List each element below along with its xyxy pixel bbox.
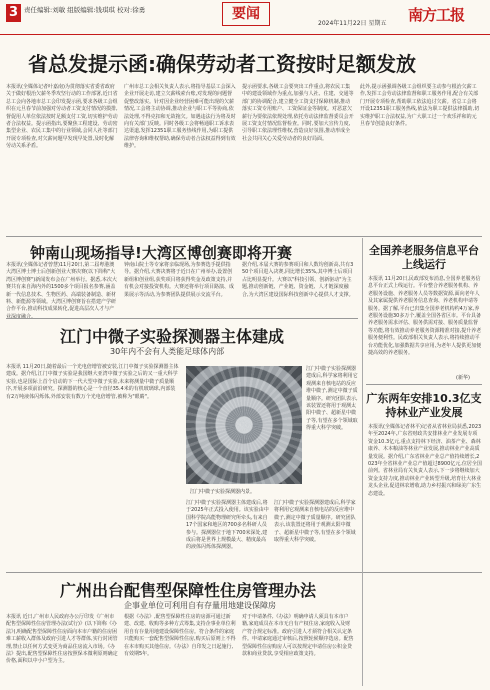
article1-headline: 省总发提示函:确保劳动者工资按时足额发放 bbox=[28, 52, 416, 76]
article4-col3: 对于申请条件,《办法》明确申请人须具有本市户籍,家庭成员在本市无自有产权住房,家庭收入及财产符合规定标准。政府引进人才须符合相关认定条件。申请家庭通过审核后,按照轮候顺序选房。配售型保障性住房购房人可以按规定申请住房公积金贷款和商业贷款,享受相应政策支持。 bbox=[242, 614, 354, 658]
article3-col3-top: 江门中微子实验探测器建成后,科学家将利用它观测来自核电站的反应堆中微子,测定中微子质量顺序。研究团队表示,该装置还将用于观测太阳中微子、超新星中微子等,有望在多个领域取得重大科学突破。 bbox=[306, 366, 358, 432]
photo-caption: 江门中微子实验探测器内景。 bbox=[190, 489, 256, 495]
editor-line: 责任编辑:刘敏 组版编辑:钱琪琪 校对:徐勇 bbox=[24, 6, 146, 14]
article4-subheadline: 企事业单位可利用自有存量用地建设保障房 bbox=[124, 601, 276, 610]
date-line: 2024年11月22日 星期五 bbox=[318, 20, 387, 27]
article3-subheadline: 30年内不会有人类能足球体内部 bbox=[110, 347, 225, 356]
article3-col2: 江门中微子实验探测器主体建成后,将于2025年正式投入使用。该实验由中国科学院高能物理研究所牵头,有来自17个国家和地区的700多名科研人员参与。探测器位于地下700米深处,建成后将是世界上规模最大、精度最高的液体闪烁体探测器。 bbox=[186, 500, 269, 551]
column-rule bbox=[362, 238, 363, 686]
article1-col2: 广州市总工会相关负责人表示,将指导基层工会深入企业开展走访,建立欠薪线索台账,对发现的问题督促整改落实。针对因企业经营困难可能出现的欠薪情况,工会将主动协调,推动企业与职工平等协商,依法处理,不得克扣和无故拖欠。如遇违法行为将及时向有关部门反映。同时各级工会将畅通职工诉求表达渠道,发挥12351职工服务热线作用,为职工提供法律咨询和维权帮助,确保劳动者合法权益得到有效维护。 bbox=[124, 84, 236, 150]
section-label: 要闻 bbox=[222, 2, 270, 26]
article3-headline: 江门中微子实验探测器主体建成 bbox=[60, 327, 285, 346]
masthead bbox=[0, 0, 490, 35]
article4-col2: 根据《办法》,配售型保障性住房的房源可通过新建、改建、收购等多种方式筹集,支持企事业单位利用自有存量用地建设保障性住房。符合条件的家庭只能购买一套配售型保障性住房,购买后原则上不得在本市购买其他住房。《办法》自印发之日起施行,有效期5年。 bbox=[124, 614, 236, 658]
article4-col1: 本报讯 近日,广州市人民政府办公厅印发《广州市配售型保障性住房管理办法(试行)》(以下简称《办法》),明确配售型保障性住房面向本市户籍的住房困难工薪收入群体及政府引进人才等群体,实行封闭管理,禁止以任何方式变更为商品住房流入市场。《办法》提出,配售型保障性住房按照保本微利原则确定价格,面积以中小户型为主。 bbox=[6, 614, 118, 665]
page-number: 3 bbox=[6, 4, 21, 22]
divider bbox=[6, 318, 358, 319]
article1-col3: 提示函要求,各级工会要突出工作重点,将农民工集中的建设领域作为重点,加强与人社、住建、交通等部门的协调配合,建立健全工资支付保障机制,推动落实工资专用账户、工资保证金等制度。对恶意欠薪行为要依法依规处理,依托劳动法律监督委员会开展工资支付情况监督检查。同时,要加大宣传力度,引导职工依法理性维权,营造良好氛围,推动形成全社会共同关心关爱劳动者的良好局面。 bbox=[242, 84, 354, 142]
sidebar1-body: 本报讯 11月20日,民政部发布消息,全国养老服务信息平台正式上线运行。平台整合养老服务机构、养老服务设施、养老服务人员等数据资源,面向老年人及其家属提供养老服务信息查询、养老机构申请等服务。据了解,平台已归集全国养老机构约4万家,养老服务设施30多万个,覆盖全国各省区市。平台具备养老服务需求评估、服务供需对接、服务质量监督等功能,将有效推动养老服务资源精准对接,提升养老服务便利性。民政部相关负责人表示,将持续推动平台功能优化,加强数据共享应用,为老年人提供更加便捷高效的养老服务。 bbox=[368, 276, 482, 357]
neutrino-detector-photo bbox=[186, 366, 302, 484]
divider bbox=[366, 384, 482, 385]
sidebar2-headline: 广东两年安排10.3亿支持林业产业发展 bbox=[366, 392, 482, 419]
article1-col1: 本报讯(全媒体记者叶嘉南)为贯彻落实省委省政府关于做好根治欠薪冬季攻坚行动的工作部署,近日省总工会向各地市总工会印发提示函,要求各级工会组织在元旦春节前加强对劳动者工资支付情况的摸排,督促用人单位依法按时足额支付工资,切实维护劳动者合法权益。提示函指出,要聚焦工程建设、劳动密集型企业、农民工集中的行业领域,会同人社等部门开展专项检查,对欠薪问题早发现早处置,及时化解劳动关系矛盾。 bbox=[6, 84, 118, 150]
sidebar1-source: (新华) bbox=[456, 375, 470, 381]
divider bbox=[6, 236, 482, 237]
article4-headline: 广州出台配售型保障性住房管理办法 bbox=[60, 581, 317, 600]
article1-col4: 此外,提示函强调各级工会组织要主动参与根治欠薪工作,发挥工会劳动法律监督和职工服务作用,配合有关部门开展专项检查,帮助职工依法追讨欠薪。省总工会将开设12351职工服务热线,依法为职工提供法律援助,切实维护职工合法权益,为广大职工过一个欢乐祥和的元旦春节创造良好条件。 bbox=[360, 84, 480, 128]
article2-col2: 钟南山院士等专家将亲临现场,为参赛选手提供指导。据介绍,大赛决赛将于近日在广州举办,设置创新组和创业组,获奖项目将获得奖金及政策支持,并有机会对接投资机构。大赛还将举行项目路演、成果展示等活动,为参赛团队提供展示交流平台。 bbox=[124, 262, 235, 298]
article3-col1: 本报讯 11月20日,随着最后一个光电倍增管被安装,江门中微子实验探测器主体建成。据介绍,江门中微子实验是我国继大亚湾中微子实验之后的又一重大科学实验,也是国际上首个启动的下一代大型中微子实验,未来将测量中微子质量顺序,开展多项前沿研究。探测器的核心是一个直径35.4米的有机玻璃球,内部装有2万吨液体闪烁体,外部安装有数万个光电倍增管,被称为"眼睛"。 bbox=[6, 364, 179, 400]
article2-col3: 据介绍,本届大赛的参赛项目和人数均创新高,共有350个项目进入决赛,同比增长35%,其中博士后项目占比明显提升。大赛以"科技引领、创新驱动"为主题,推动创新链、产业链、资金链、人才链深度融合,为大湾区建设国际科技创新中心提供人才支撑。 bbox=[242, 262, 354, 298]
article3-col3: 江门中微子实验探测器建成后,科学家将利用它观测来自核电站的反应堆中微子,测定中微子质量顺序。研究团队表示,该装置还将用于观测太阳中微子、超新星中微子等,有望在多个领域取得重大科学突破。 bbox=[274, 500, 356, 544]
sidebar2-body: 本报讯(全媒体记者林平)记者从省林业局获悉,2023年至2024年,广东省财政共安排林业产业发展专项资金10.3亿元,重点支持林下经济、油茶产业、森林康养、木本粮油等林业产业发展,推动林业产业高质量发展。据介绍,广东省林业产业总产值持续增长,2023年全省林业产业总产值超过8900亿元,位居全国前列。省林业局有关负责人表示,下一步将继续加大资金支持力度,推动林业产业转型升级,培育壮大林业龙头企业,促进林农增收,助力乡村振兴和绿美广东生态建设。 bbox=[368, 424, 482, 497]
article2-col1: 本报讯(全媒体记者曾慧)11月20日,第二届粤港澳大湾区博士博士后创新创业大赛决赛(以下简称"大湾区博创赛")新闻发布会在广州举行。据悉,本次大赛共有来自海内外的1500多个项目报名参赛,涵盖新一代信息技术、生物医药、高端装备制造、新材料、新能源等领域。大湾区博创赛旨在搭建产学研合作平台,推动科技成果转化,促进高层次人才与产业深度融合。 bbox=[6, 262, 117, 320]
newspaper-logo: 南方工报 bbox=[408, 6, 465, 24]
article2-headline: 钟南山现场指导!大湾区博创赛即将开赛 bbox=[30, 244, 292, 262]
sidebar1-headline: 全国养老服务信息平台上线运行 bbox=[369, 244, 479, 271]
